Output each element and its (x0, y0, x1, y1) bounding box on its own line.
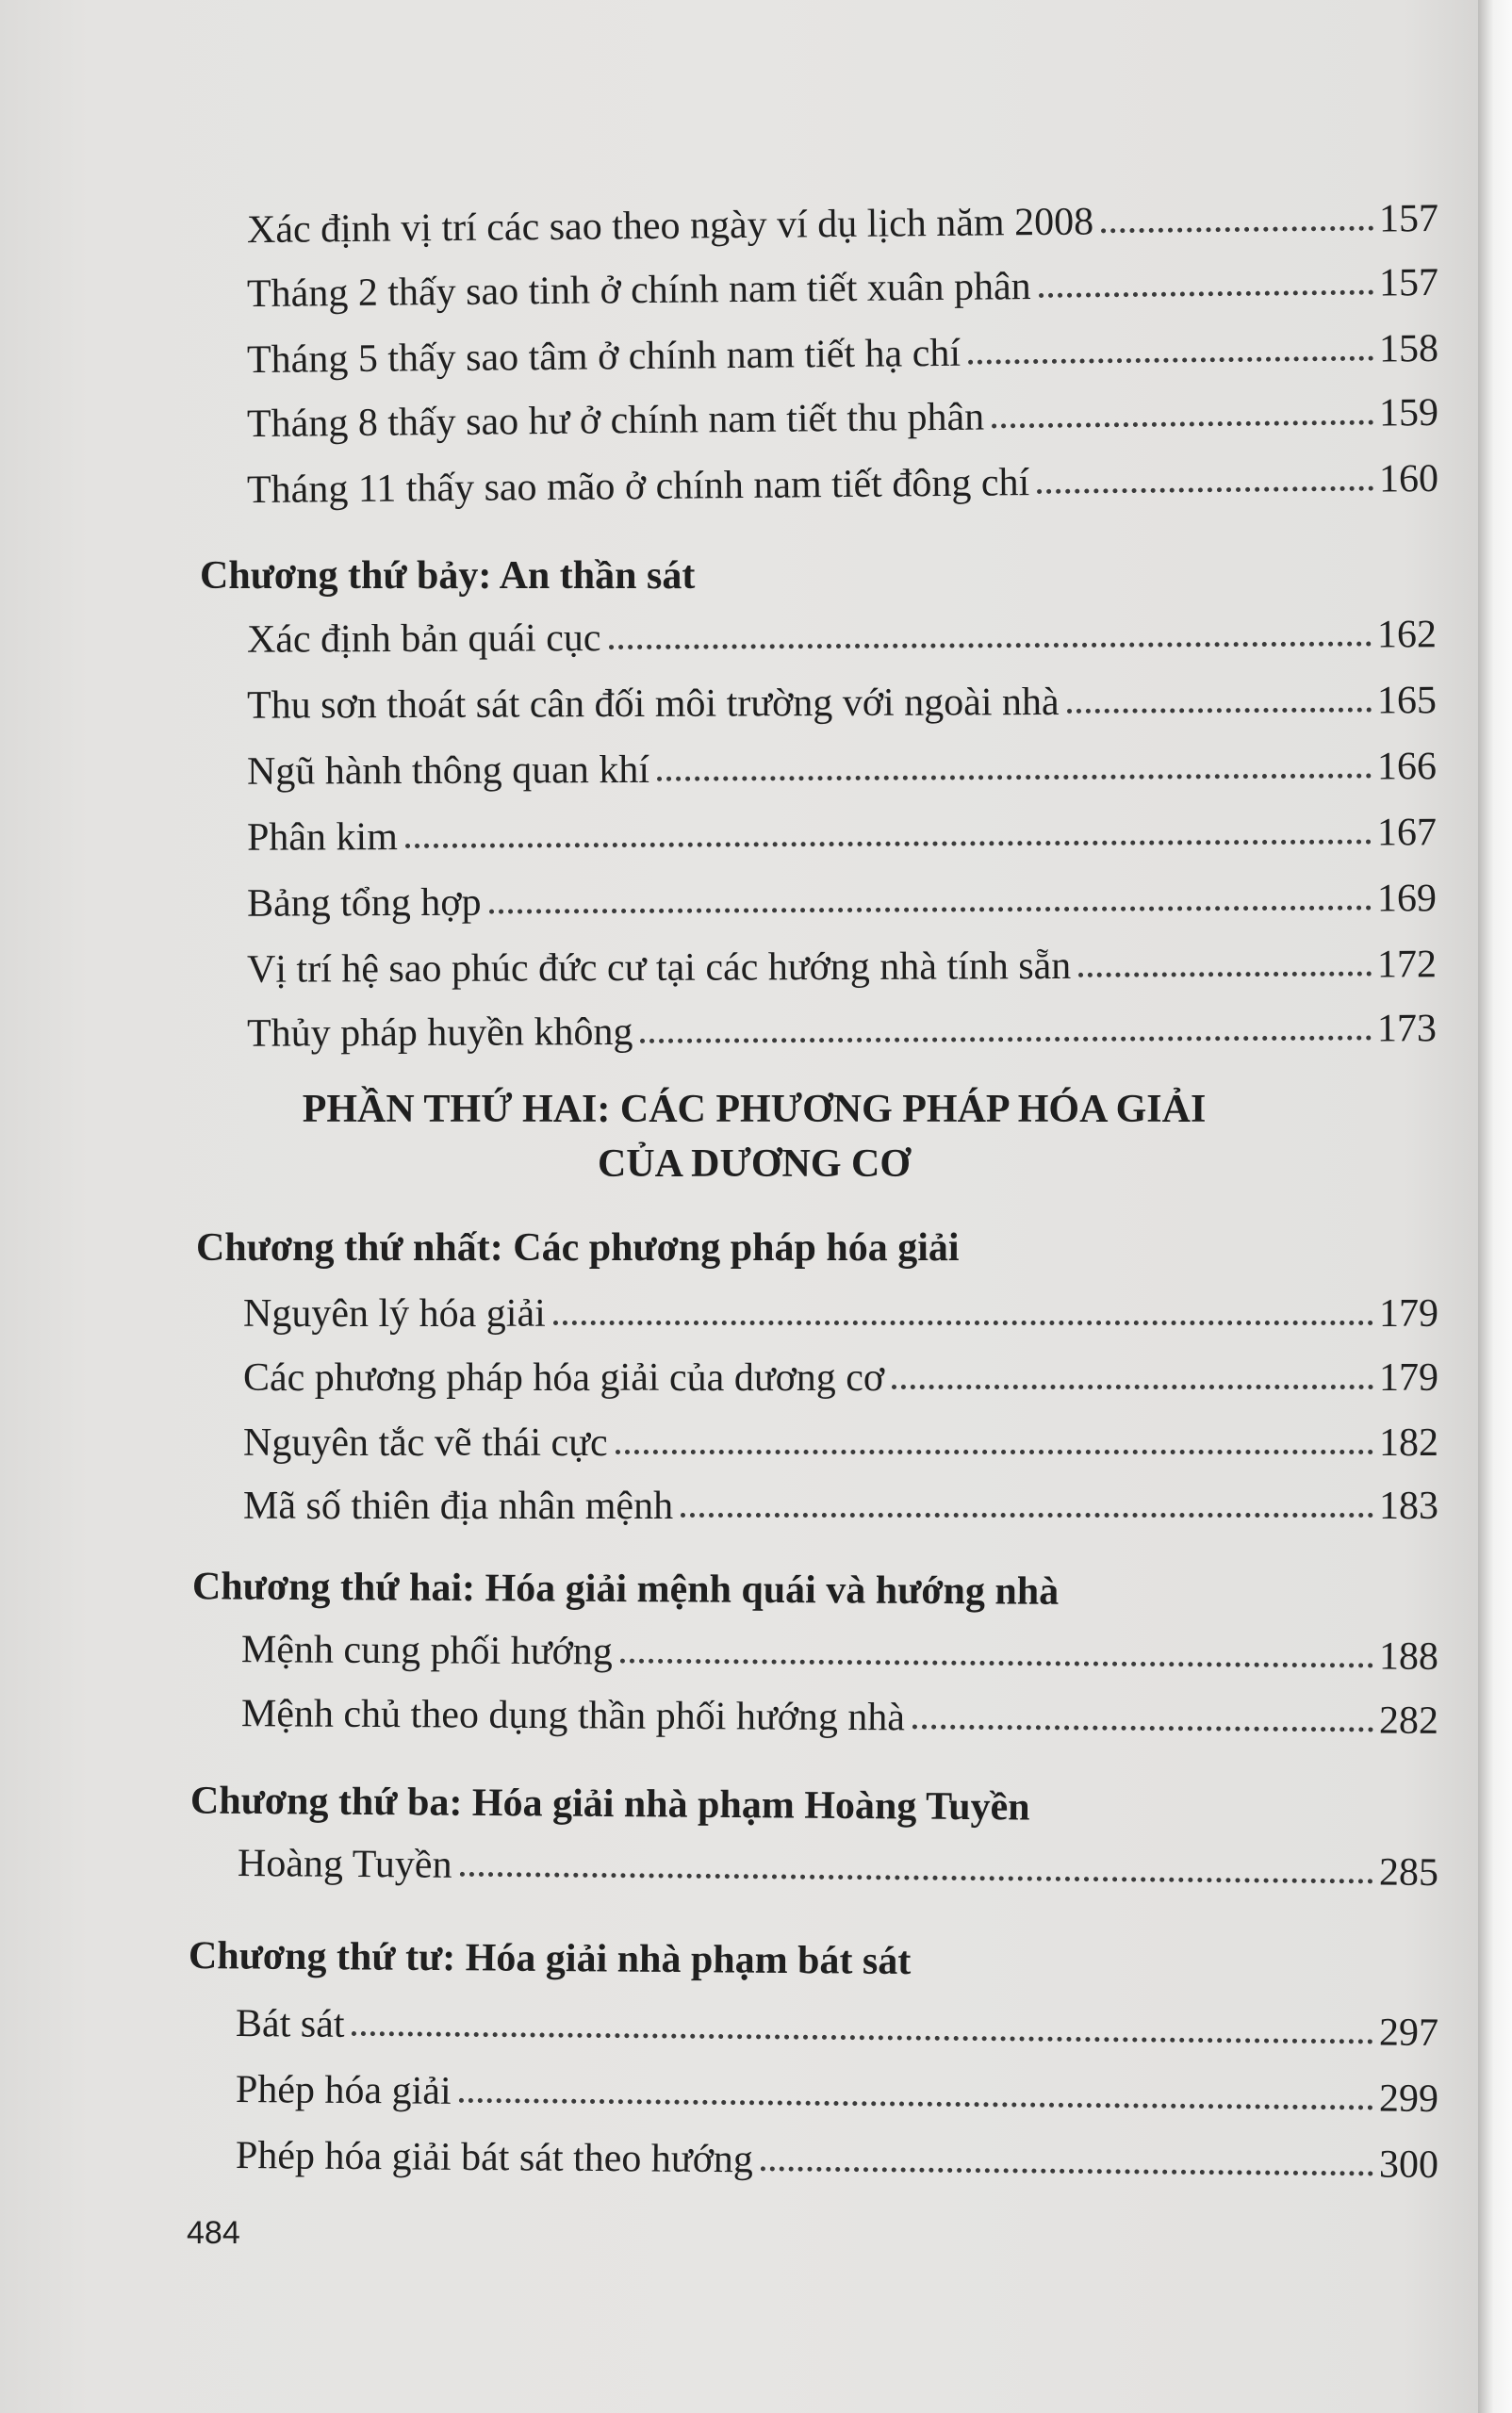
leader-dots (657, 774, 1372, 781)
toc-entry-title: Các phương pháp hóa giải của dương cơ (243, 1356, 885, 1400)
toc-entry-title: Phép hóa giải bát sát theo hướng (235, 2133, 754, 2182)
leader-dots (992, 420, 1373, 429)
leader-dots (912, 1724, 1373, 1732)
toc-entry-page: 173 (1376, 1007, 1438, 1051)
page-number: 484 (187, 2215, 240, 2251)
toc-entry (243, 1354, 1438, 1403)
toc-entry (247, 874, 1437, 928)
chapter-heading: Chương thứ hai: Hóa giải mệnh quái và hướng nhà (191, 1565, 1060, 1614)
toc-entry-page: 169 (1376, 877, 1438, 921)
toc-entry-page: 282 (1378, 1699, 1439, 1743)
toc-entry-page: 159 (1378, 390, 1439, 435)
toc-entry-title: Bát sát (235, 2001, 345, 2046)
toc-entry-page: 172 (1376, 943, 1438, 987)
toc-entry (247, 808, 1437, 862)
leader-dots (1037, 486, 1373, 494)
toc-entry-title: Phép hóa giải (235, 2067, 452, 2113)
leader-dots (761, 2166, 1373, 2175)
toc-entry-title: Mệnh chủ theo dụng thần phối hướng nhà (240, 1692, 906, 1740)
toc-entry (236, 2065, 1438, 2124)
page-edge (1478, 0, 1512, 2413)
toc-entry-title: Nguyên tắc vẽ thái cực (243, 1421, 608, 1465)
toc-entry (243, 1419, 1438, 1468)
toc-entry (247, 742, 1437, 796)
toc-entry (243, 1482, 1438, 1531)
toc-entry-title: Hoàng Tuyền (237, 1841, 452, 1887)
leader-dots (489, 906, 1372, 914)
toc-entry-title: Xác định vị trí các sao theo ngày ví dụ lịch năm 2008 (246, 200, 1094, 253)
leader-dots (609, 642, 1372, 650)
toc-entry-page: 160 (1378, 456, 1439, 501)
toc-entry-page: 157 (1378, 260, 1439, 305)
toc-entry (243, 1289, 1438, 1338)
leader-dots (640, 1036, 1372, 1043)
toc-entry-title: Tháng 11 thấy sao mão ở chính nam tiết đông chí (246, 461, 1030, 513)
toc-entry-title: Vị trí hệ sao phúc đức cư tại các hướng nhà tính sẵn (246, 944, 1072, 992)
toc-entry (247, 610, 1437, 665)
toc-entry-page: 158 (1378, 326, 1439, 371)
leader-dots (616, 1450, 1373, 1454)
toc-entry-title: Ngũ hành thông quan khí (246, 747, 650, 794)
toc-entry-title: Phân kim (246, 815, 398, 860)
leader-dots (681, 1513, 1373, 1518)
toc-entry-page: 285 (1378, 1850, 1439, 1896)
leader-dots (352, 2031, 1373, 2044)
toc-entry (241, 1625, 1438, 1682)
leader-dots (459, 2098, 1373, 2110)
toc-entry-page: 299 (1378, 2076, 1439, 2122)
toc-entry (247, 1004, 1437, 1059)
toc-entry-title: Thu sơn thoát sát cân đối môi trường với ngoài nhà (246, 680, 1060, 728)
toc-entry-title: Tháng 5 thấy sao tâm ở chính nam tiết hạ chí (246, 331, 961, 383)
leader-dots (553, 1321, 1373, 1325)
chapter-heading: Chương thứ bảy: An thần sát (200, 554, 696, 598)
chapter-heading: Chương thứ ba: Hóa giải nhà phạm Hoàng Tuyền (189, 1779, 1030, 1830)
toc-entry-page: 157 (1378, 196, 1439, 241)
leader-dots (405, 840, 1372, 848)
toc-entry-page: 188 (1378, 1634, 1439, 1679)
leader-dots (1067, 708, 1372, 714)
toc-entry-title: Mã số thiên địa nhân mệnh (243, 1485, 674, 1528)
toc-entry (236, 1999, 1438, 2058)
leader-dots (620, 1659, 1373, 1668)
toc-entry-page: 300 (1378, 2142, 1439, 2188)
toc-entry-title: Mệnh cung phối hướng (240, 1628, 613, 1674)
toc-entry (247, 940, 1437, 994)
leader-dots (1078, 972, 1372, 977)
toc-entry-page: 162 (1376, 613, 1438, 657)
toc-entry-page: 297 (1378, 2011, 1439, 2056)
part-heading-line1: PHẦN THỨ HAI: CÁC PHƯƠNG PHÁP HÓA GIẢI (302, 1088, 1207, 1131)
toc-entry-page: 179 (1379, 1356, 1438, 1400)
toc-entry-title: Tháng 8 thấy sao hư ở chính nam tiết thu phân (246, 395, 985, 447)
leader-dots (1101, 226, 1373, 234)
toc-entry (241, 1689, 1438, 1746)
toc-entry-title: Nguyên lý hóa giải (243, 1292, 546, 1336)
toc-entry-page: 166 (1376, 745, 1438, 789)
leader-dots (459, 1872, 1372, 1884)
part-heading (283, 1082, 1225, 1191)
toc-entry-page: 167 (1376, 811, 1438, 855)
toc-entry-title: Thủy pháp huyền không (246, 1010, 633, 1056)
toc-entry-page: 179 (1379, 1292, 1438, 1336)
toc-entry (238, 1839, 1438, 1897)
chapter-heading: Chương thứ nhất: Các phương pháp hóa giải (196, 1226, 960, 1270)
chapter-heading: Chương thứ tư: Hóa giải nhà phạm bát sát (188, 1933, 912, 1984)
toc-entry-title: Tháng 2 thấy sao tinh ở chính nam tiết xuân phân (246, 265, 1031, 317)
toc-entry-page: 182 (1379, 1421, 1438, 1465)
toc-entry (236, 2131, 1438, 2190)
toc-entry (247, 676, 1437, 730)
toc-entry-title: Xác định bản quái cục (246, 616, 601, 662)
leader-dots (1039, 290, 1373, 298)
leader-dots (968, 356, 1373, 365)
toc-entry-page: 165 (1376, 679, 1438, 723)
toc-entry-title: Bảng tổng hợp (246, 880, 482, 926)
toc-entry-page: 183 (1379, 1485, 1438, 1528)
leader-dots (892, 1385, 1373, 1389)
part-heading-line2: CỦA DƯƠNG CƠ (597, 1142, 912, 1186)
